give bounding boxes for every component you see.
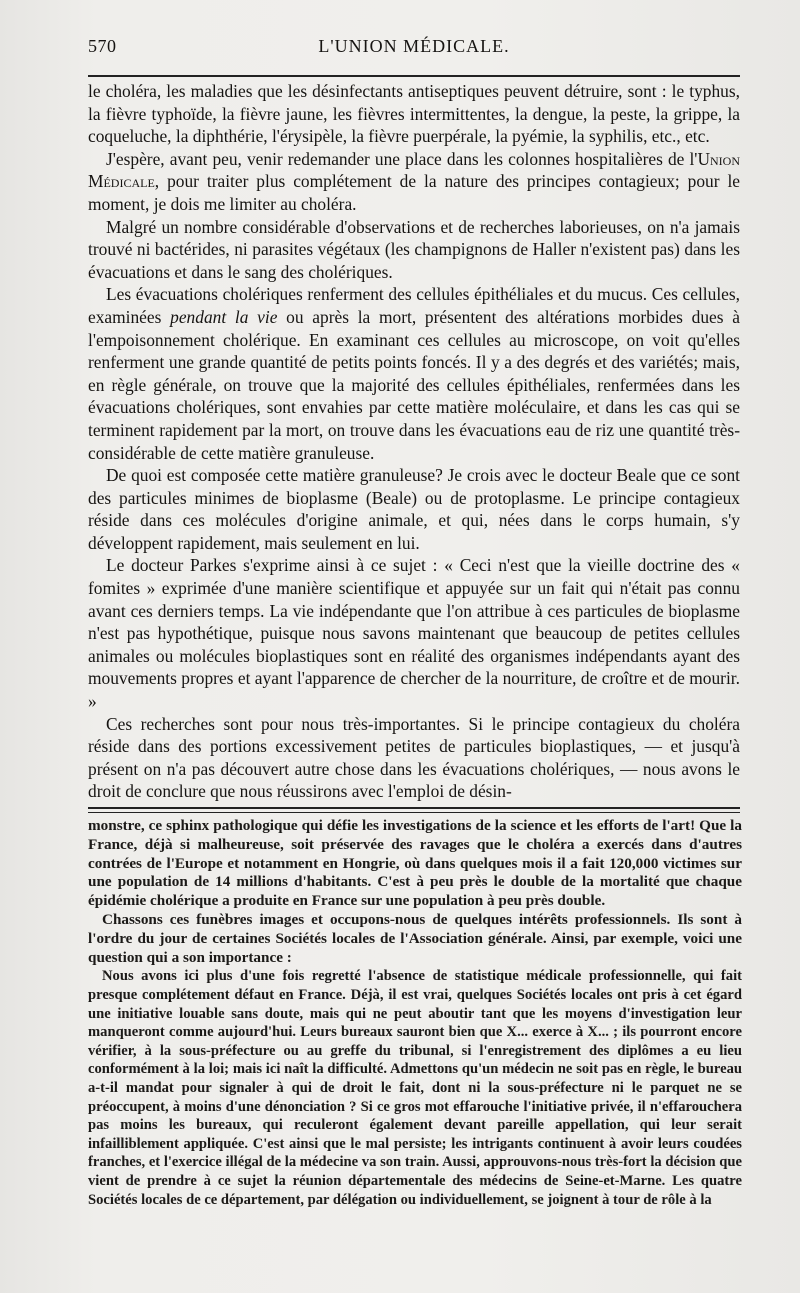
emphasis: pendant la vie <box>170 306 278 327</box>
paragraph-text: , pour traiter plus complétement de la nature des principes contagieux; pour le moment, je dois me limiter au choléra. <box>88 171 740 214</box>
footnote-paragraph: Chassons ces funèbres images et occupons-nous de quelques intérêts professionnels. Ils sont à l'ordre du jour de certaines Sociétés locales de l'Association générale. Ainsi, par exemple, voici une question qui a son importance : <box>88 910 742 966</box>
footnote-separator <box>88 807 740 813</box>
paragraph: De quoi est composée cette matière granuleuse? Je crois avec le docteur Beale que ce sont des particules minimes de bioplasme (Beale) ou de protoplasme. Le principe contagieux réside dans ces molécules d'origine animale, et qui, nées dans le corps humain, s'y développent rapidement, mais seulement en lui. <box>88 465 740 553</box>
paragraph <box>88 283 740 464</box>
footnote-quote: Nous avons ici plus d'une fois regretté l'absence de statistique médicale professionnelle, qui fait presque complétement défaut en France. Déjà, il est vrai, quelques Sociétés locales ont pris à cet égard une initiative louable sans doute, mais qui ne peut aboutir tant que les moyens d'investigation leur manqueront comme aujourd'hui. Leurs bureaux sauront bien que X... exerce à X... ; ils pourront encore vérifier, à la sous-préfecture ou au greffe du tribunal, si l'enregistrement des diplômes a eu lieu conformément à la loi; mais ici naît la difficulté. Admettons qu'un médecin ne soit pas en règle, le bureau a-t-il mandat pour signaler à qui de droit le fait, dont ni la sous-préfecture ni le parquet ne se préoccupent, à moins d'une dénonciation ? Si ce gros mot effarouche l'initiative privée, il n'effarouchera pas moins les bureaux, qui reculeront également devant pareille appellation, qui leur serait infailliblement appliquée. C'est ainsi que le mal persiste; les intrigants continuent à avoir leurs coudées franches, et l'exercice illégal de la médecine va son train. Aussi, approuvons-nous très-fort la décision que vient de prendre à ce sujet la réunion départementale des médecins de Seine-et-Marne. Les quatre Sociétés locales de ce département, par délégation ou individuellement, se joignent à tour de rôle à la <box>88 968 742 1208</box>
header-rule <box>88 75 740 77</box>
feuilleton-text <box>88 817 742 1209</box>
journal-name: Union Médicale <box>88 148 740 192</box>
paragraph <box>88 148 740 216</box>
paragraph: Malgré un nombre considérable d'observations et de recherches laborieuses, on n'a jamais trouvé ni bactérides, ni parasites végétaux (les champignons de Haller n'existent pas) dans les évacuations et dans le sang des cholériques. <box>88 216 740 282</box>
paragraph: le choléra, les maladies que les désinfectants antiseptiques peuvent détruire, sont : le typhus, la fièvre typhoïde, la fièvre jaune, les fièvres intermittentes, la dengue, la peste, la grippe, la coqueluche, la diphthérie, l'érysipèle, la fièvre puerpérale, la pyémie, la syphilis, etc., etc. <box>88 81 740 147</box>
paragraph-text: ou après la mort, présentent des altérations morbides dues à l'empoisonnement cholérique. En examinant ces cellules au microscope, on voit qu'elles renferment une grande quantité de petits points foncés. Il y a des degrés et des variétés; mais, en règle générale, on trouve que la majorité des cellules épithéliales, renfermées dans les évacuations cholériques, sont envahies par cette matière moléculaire, et dans les cas qui se terminent rapidement par la mort, on trouve dans les évacuations eau de riz une quantité très-considérable de cette matière granuleuse. <box>88 306 740 463</box>
paragraph: Ces recherches sont pour nous très-importantes. Si le principe contagieux du choléra réside dans des portions excessivement petites de particules bioplastiques, — et jusqu'à présent on n'a pas découvert autre chose dans les évacuations cholériques, — nous avons le droit de conclure que nous réussirons avec l'emploi de désin- <box>88 713 740 802</box>
page-number: 570 <box>88 36 117 56</box>
footnote-paragraph: monstre, ce sphinx pathologique qui défie les investigations de la science et les efforts de l'art! Que la France, déjà si malheureuse, soit préservée des ravages que le choléra a exercés dans d'autres contrées de l'Europe et notamment en Hongrie, où dans quelques mois il a fait 120,000 victimes sur une population de 14 millions d'habitants. C'est à peu près le double de la mortalité que chaque épidémie cholérique a produite en France sur une population à peu près double. <box>88 817 742 910</box>
paragraph-text: Les évacuations cholériques renferment des cellules épithéliales et du mucus. Ces cellules, examinées <box>88 284 740 327</box>
running-title: L'UNION MÉDICALE. <box>318 36 510 56</box>
paragraph: Le docteur Parkes s'exprime ainsi à ce sujet : « Ceci n'est que la vieille doctrine des « fomites » exprimée d'une manière scientifique et appuyée sur un fait qui n'était pas connu avant ces derniers temps. La vie indépendante que l'on attribue à ces particules de bioplasme n'est pas hypothétique, puisque nous savons maintenant que beaucoup de petites cellules animales ou molécules bioplastiques sont en réalité des organismes indépendants ayant des mouvements propres et ayant l'apparence de chercher de la nourriture, de croître et de mourir. » <box>88 555 740 712</box>
main-text <box>88 80 740 803</box>
page-header <box>88 36 740 66</box>
paragraph-text: J'espère, avant peu, venir redemander une place dans les colonnes hospitalières de l' <box>106 148 698 169</box>
